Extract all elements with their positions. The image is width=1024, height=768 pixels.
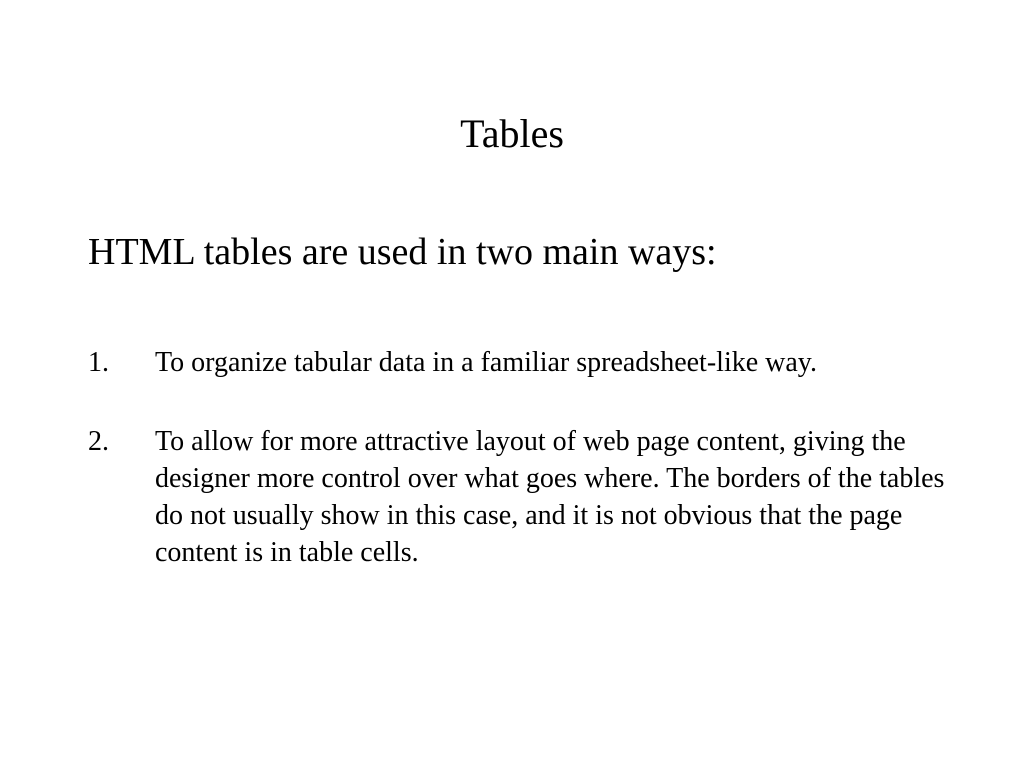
numbered-list <box>88 344 948 571</box>
slide-title: Tables <box>460 111 564 156</box>
list-item-text: To allow for more attractive layout of web page content, giving the designer more control over what goes where. The borders of the tables do not usually show in this case, and it is not obvious that the page content is in table cells. <box>155 426 945 568</box>
list-item <box>88 423 948 571</box>
intro-text: HTML tables are used in two main ways: <box>88 231 717 273</box>
list-item <box>88 344 948 381</box>
list-item-number: 1. <box>88 347 109 378</box>
list-item-number: 2. <box>88 426 109 457</box>
list-item-text: To organize tabular data in a familiar spreadsheet-like way. <box>155 347 817 378</box>
